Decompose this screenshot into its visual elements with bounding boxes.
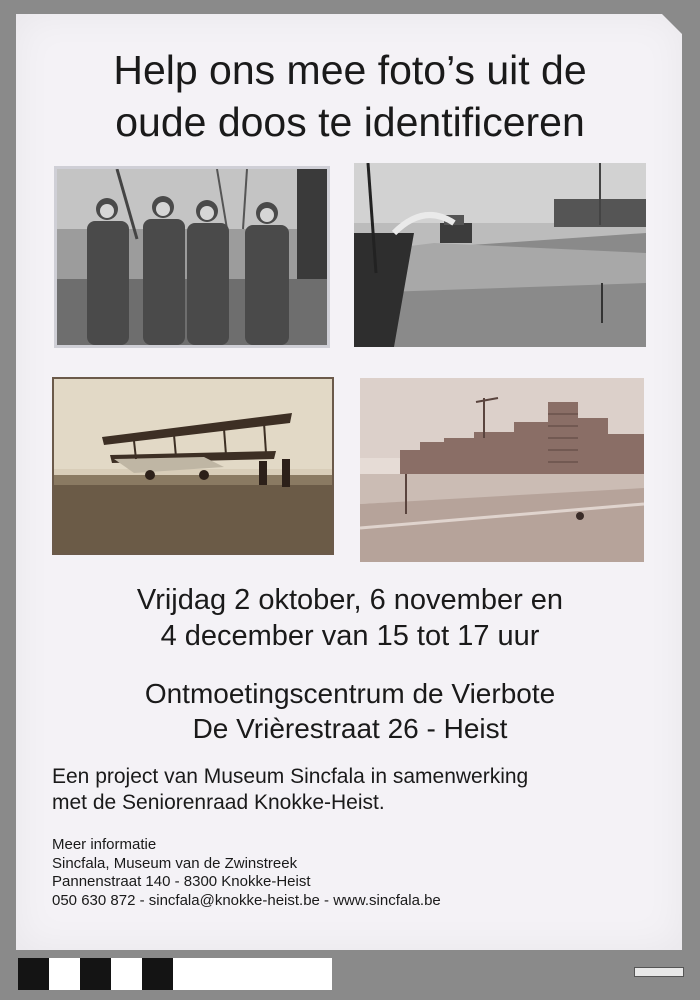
project-description [52, 764, 672, 816]
contact-info [52, 836, 672, 910]
info-address: Pannenstraat 140 - 8300 Knokke-Heist [52, 873, 311, 890]
archive-label-stamp [634, 967, 684, 977]
event-venue [0, 676, 700, 746]
seafront-buildings-photo [360, 378, 644, 562]
dates-line-2: 4 december van 15 tot 17 uur [160, 620, 540, 652]
four-workers-photo [54, 166, 330, 348]
project-line-2: met de Seniorenraad Knokke-Heist. [52, 791, 385, 814]
title-line-1: Help ons mee foto’s uit de [113, 47, 587, 93]
info-heading: Meer informatie [52, 836, 157, 853]
project-line-1: Een project van Museum Sincfala in samenwerking [52, 765, 529, 788]
info-contacts: 050 630 872 - sincfala@knokke-heist.be - www.sincfala.be [52, 891, 441, 909]
folded-corner [662, 14, 684, 36]
venue-line-1: Ontmoetingscentrum de Vierbote [144, 678, 556, 709]
scan-calibration-bar [18, 958, 332, 990]
event-dates [0, 582, 700, 654]
venue-line-2: De Vrièrestraat 26 - Heist [192, 713, 508, 744]
poster-title [0, 44, 700, 148]
dates-line-1: Vrijdag 2 oktober, 6 november en [136, 584, 564, 616]
flooded-street-boat-photo [354, 163, 646, 347]
biplane-photo [52, 377, 334, 555]
info-museum: Sincfala, Museum van de Zwinstreek [52, 854, 298, 872]
title-line-2: oude doos te identificeren [115, 99, 585, 145]
